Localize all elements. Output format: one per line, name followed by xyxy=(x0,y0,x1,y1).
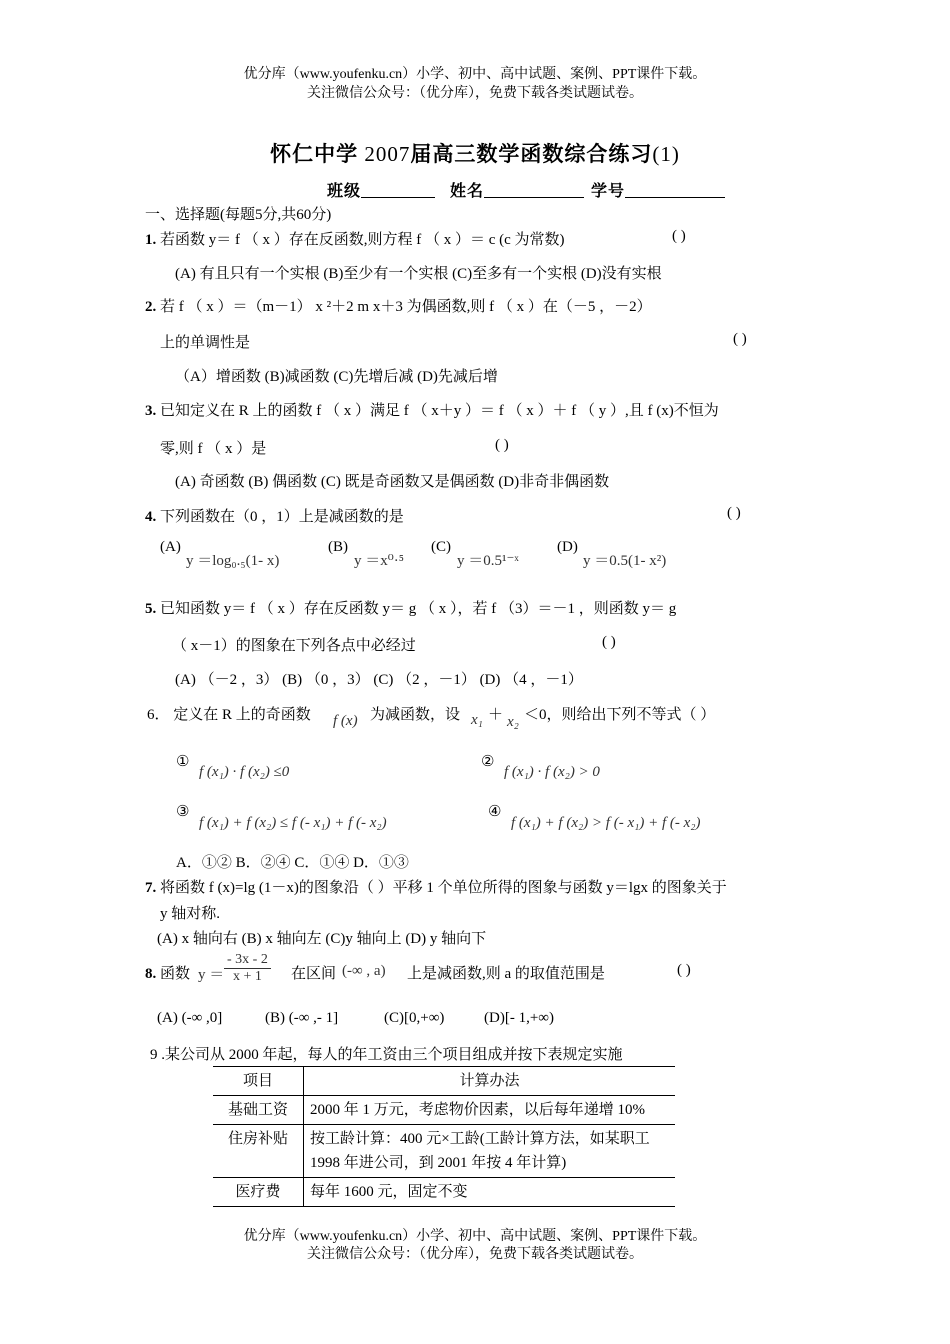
page-title xyxy=(0,138,950,168)
q6-x1: x₁ xyxy=(471,712,483,728)
q8-text-b: 在区间 xyxy=(291,966,337,982)
q8-denominator: x + 1 xyxy=(232,969,262,984)
q6-ineq-3: f (x₁) + f (x₂) ≤ f (- x₁) + f (- x₂) xyxy=(199,815,387,831)
q6-fx: f (x) xyxy=(333,713,358,729)
q6-text-a: 6． 定义在 R 上的奇函数 xyxy=(147,707,311,723)
col-item-header: 项目 xyxy=(213,1067,304,1096)
student-info xyxy=(327,178,725,201)
q5-number: 5. xyxy=(145,601,157,617)
header-line-2: 关注微信公众号：（优分库），免费下载各类试题试卷。 xyxy=(307,86,643,101)
q4-opt-a: y ＝log₀.₅(1- x) xyxy=(186,553,280,569)
q6-options: A．①② B．②④ C．①④ D．①③ xyxy=(176,855,409,871)
q3-number: 3. xyxy=(145,403,157,419)
q5-text: 已知函数 y＝ f （ x ）存在反函数 y＝ g （ x ），若 f （3）＝－1 ，则函数 y＝ g xyxy=(160,601,677,617)
q6-text-c: ＜0，则给出下列不等式（ ） xyxy=(524,707,716,723)
q6-x2: x₂ xyxy=(507,714,519,730)
id-label: 学号 xyxy=(591,183,626,200)
q4-opt-a-label: (A) xyxy=(160,539,181,555)
q1-text: 若函数 y＝ f （ x ）存在反函数,则方程 f （ x ）＝ c (c 为常数) xyxy=(160,232,565,248)
q5-answer-paren: ( ) xyxy=(602,634,616,650)
q8-interval: (-∞ , a) xyxy=(342,963,386,979)
q8-text-a: 函数 xyxy=(160,966,191,982)
q8-y-eq: y ＝ xyxy=(198,967,225,983)
question-4 xyxy=(145,505,404,526)
question-8 xyxy=(145,962,190,983)
q1-answer-paren: ( ) xyxy=(672,228,686,244)
row-item: 住房补贴 xyxy=(213,1125,304,1178)
id-blank[interactable] xyxy=(625,181,725,198)
q2-text-2: 上的单调性是 xyxy=(160,335,251,351)
q4-opt-b: y ＝x⁰·⁵ xyxy=(354,553,404,569)
q4-opt-c: y ＝0.5¹⁻ˣ xyxy=(457,553,519,569)
section-heading: 一、选择题(每题5分,共60分) xyxy=(145,207,332,223)
name-blank[interactable] xyxy=(484,181,584,198)
class-blank[interactable] xyxy=(361,181,435,198)
row-method: 2000 年 1 万元，考虑物价因素，以后每年递增 10% xyxy=(304,1096,676,1125)
q4-text: 下列函数在（0 ，1）上是减函数的是 xyxy=(160,509,404,525)
q8-numerator: - 3x - 2 xyxy=(224,952,271,969)
q8-answer-paren: ( ) xyxy=(677,962,691,978)
q5-text-2: （ x－1）的图象在下列各点中必经过 xyxy=(172,638,416,654)
question-1 xyxy=(145,228,565,249)
question-3 xyxy=(145,399,719,420)
q4-opt-d-label: (D) xyxy=(557,539,578,555)
q8-text-c: 上是减函数,则 a 的取值范围是 xyxy=(407,966,605,982)
q6-ineq-2: f (x₁) · f (x₂) > 0 xyxy=(504,764,600,780)
q3-answer-paren: ( ) xyxy=(495,437,509,453)
q6-circle-1: ① xyxy=(176,754,190,770)
q6-circle-4: ④ xyxy=(488,804,502,820)
row-method: 按工龄计算：400 元×工龄(工龄计算方法，如某职工 1998 年进公司，到 2001 年按 4 年计算) xyxy=(304,1125,676,1178)
q2-answer-paren: ( ) xyxy=(733,331,747,347)
q7-text: 将函数 f (x)=lg (1－x)的图象沿（ ）平移 1 个单位所得的图象与函数 y＝lgx 的图象关于 xyxy=(160,880,727,896)
footer-line-2: 关注微信公众号：（优分库），免费下载各类试题试卷。 xyxy=(307,1247,643,1262)
row-item: 基础工资 xyxy=(213,1096,304,1125)
q6-plus: ＋ xyxy=(488,707,504,723)
title-school: 怀仁中学 xyxy=(270,142,359,166)
table-row xyxy=(213,1178,675,1207)
table-row xyxy=(213,1096,675,1125)
q8-opt-b: (B) (-∞ ,- 1] xyxy=(265,1010,339,1026)
col-method-header: 计算办法 xyxy=(304,1067,676,1096)
table-header-row xyxy=(213,1067,675,1096)
q2-text: 若 f （ x ）＝（m－1） x ²＋2 m x＋3 为偶函数,则 f （ x ）在（－5 ，－2） xyxy=(160,299,652,315)
question-2 xyxy=(145,295,652,316)
q8-opt-d: (D)[- 1,+∞) xyxy=(484,1010,554,1026)
q2-options: （A）增函数 (B)减函数 (C)先增后减 (D)先减后增 xyxy=(175,369,498,385)
name-label: 姓名 xyxy=(450,183,485,200)
q2-number: 2. xyxy=(145,299,157,315)
salary-table xyxy=(213,1066,675,1207)
header-line-1: 优分库（www.youfenku.cn）小学、初中、高中试题、案例、PPT课件下载。 xyxy=(243,67,707,82)
q6-ineq-4: f (x₁) + f (x₂) > f (- x₁) + f (- x₂) xyxy=(511,815,701,831)
q8-number: 8. xyxy=(145,966,157,982)
class-label: 班级 xyxy=(327,183,362,200)
footer-line-1: 优分库（www.youfenku.cn）小学、初中、高中试题、案例、PPT课件下载。 xyxy=(243,1229,707,1244)
q8-opt-c: (C)[0,+∞) xyxy=(384,1010,445,1026)
q4-opt-b-label: (B) xyxy=(328,539,348,555)
q4-opt-d: y ＝0.5(1- x²) xyxy=(583,553,667,569)
row-item: 医疗费 xyxy=(213,1178,304,1207)
q3-text: 已知定义在 R 上的函数 f （ x ）满足 f （ x＋y ）＝ f （ x ）＋ f （ y ）,且 f (x)不恒为 xyxy=(160,403,719,419)
title-rest: 届高三数学函数综合练习 xyxy=(410,142,653,166)
title-paren: (1) xyxy=(652,142,680,166)
q8-opt-a: (A) (-∞ ,0] xyxy=(157,1010,223,1026)
q7-number: 7. xyxy=(145,880,157,896)
q6-ineq-1: f (x₁) · f (x₂) ≤0 xyxy=(199,764,290,780)
row-method: 每年 1600 元，固定不变 xyxy=(304,1178,676,1207)
q1-options: (A) 有且只有一个实根 (B)至少有一个实根 (C)至多有一个实根 (D)没有实根 xyxy=(175,266,662,282)
q6-circle-3: ③ xyxy=(176,804,190,820)
q8-fraction xyxy=(224,952,271,985)
q3-text-2: 零,则 f （ x ）是 xyxy=(160,441,267,457)
question-5 xyxy=(145,597,676,618)
q4-number: 4. xyxy=(145,509,157,525)
table-row xyxy=(213,1125,675,1178)
question-7 xyxy=(145,876,727,897)
title-year: 2007 xyxy=(364,142,411,166)
q6-circle-2: ② xyxy=(481,754,495,770)
q5-options: (A) （－2 ，3） (B) （0 ，3） (C) （2 ，－1） (D) （4 ，－1） xyxy=(175,672,583,688)
question-9: 9 .某公司从 2000 年起，每人的年工资由三个项目组成并按下表规定实施 xyxy=(150,1047,623,1063)
q3-options: (A) 奇函数 (B) 偶函数 (C) 既是奇函数又是偶函数 (D)非奇非偶函数 xyxy=(175,474,610,490)
q7-text-2: y 轴对称. xyxy=(160,906,221,922)
q4-answer-paren: ( ) xyxy=(727,505,741,521)
q7-options: (A) x 轴向右 (B) x 轴向左 (C)y 轴向上 (D) y 轴向下 xyxy=(157,931,487,947)
q1-number: 1. xyxy=(145,232,157,248)
q4-opt-c-label: (C) xyxy=(431,539,451,555)
q6-text-b: 为减函数，设 xyxy=(370,707,461,723)
